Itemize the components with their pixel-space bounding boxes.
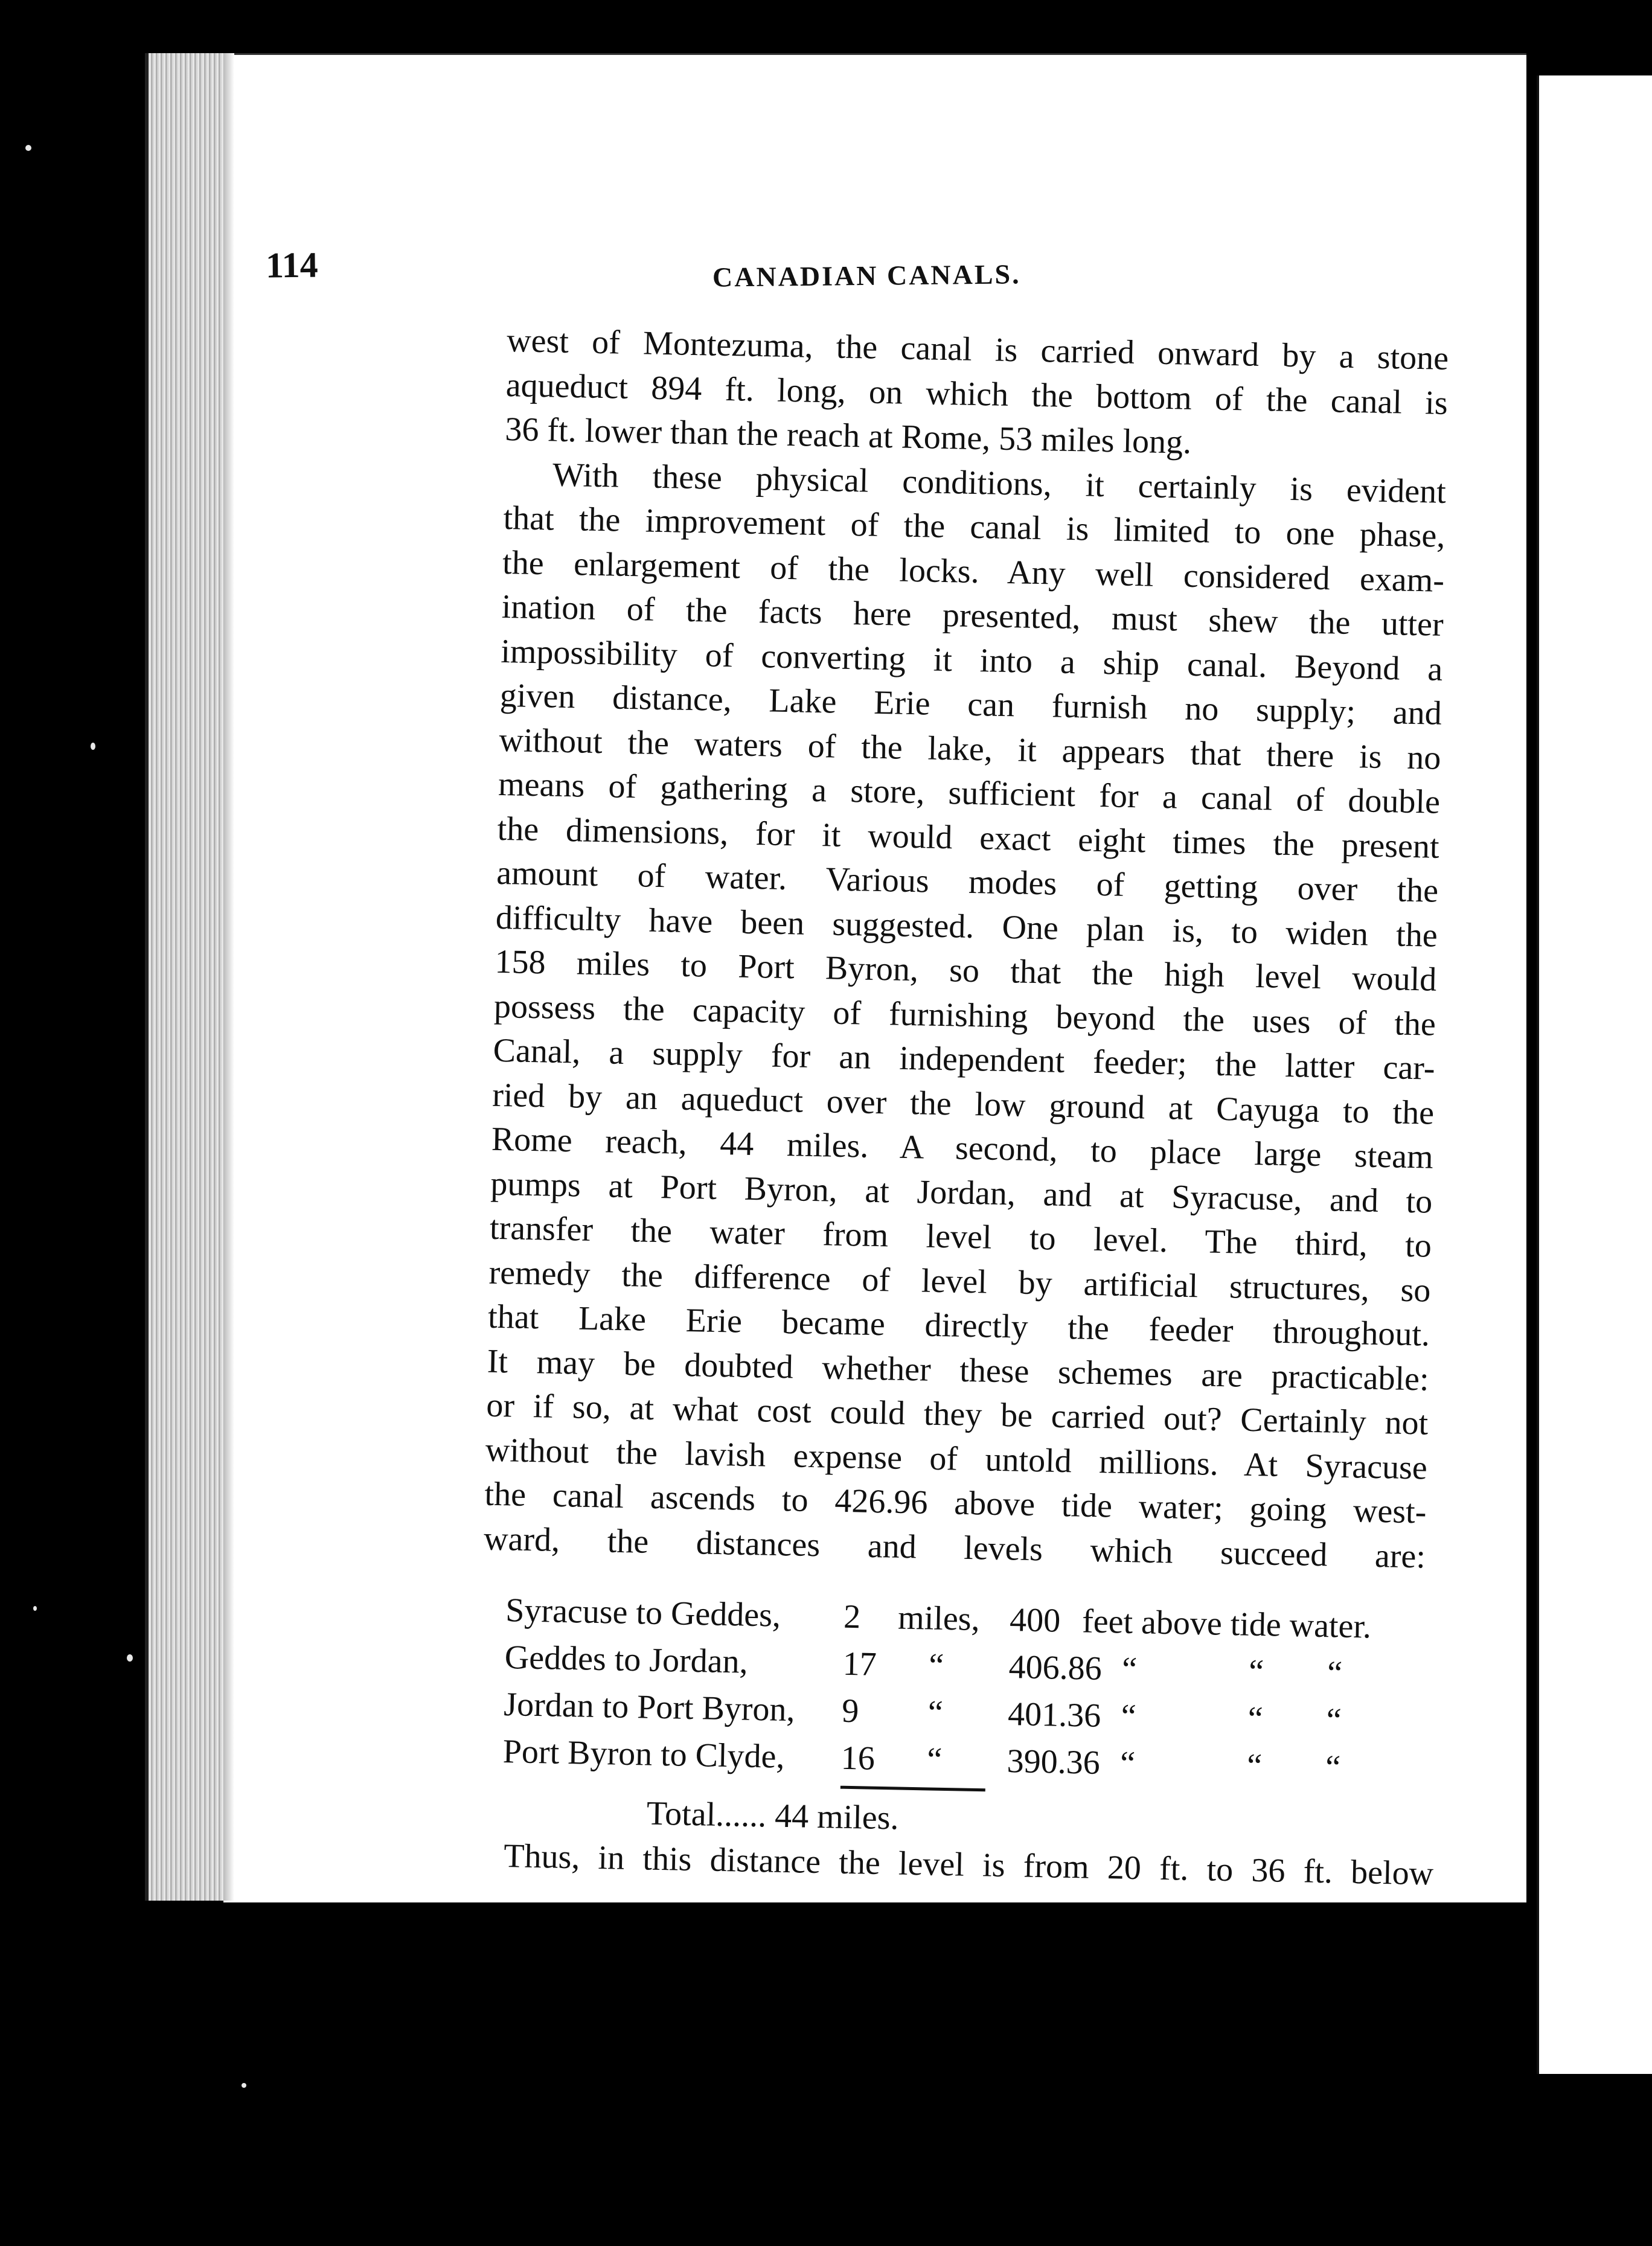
miles-cell: 16 [840,1739,876,1777]
ditto-mark: “ [1246,1747,1263,1785]
feet-cell: 400 [1009,1601,1061,1640]
text-line: transfer the water from level to level. The third, to [489,1209,1432,1265]
ditto-mark: “ [1247,1700,1264,1738]
miles-cell: 17 [842,1645,877,1683]
route-cell: Jordan to Port Byron, [503,1685,796,1729]
feet-cell: 401.36 [1007,1695,1101,1735]
miles-cell: 9 [841,1692,859,1730]
scan-speck [33,1606,37,1611]
scan-speck [91,743,95,750]
text-line: pumps at Port Byron, at Jordan, and at Syracuse, and to [490,1165,1433,1221]
scan-speck [127,1654,133,1662]
route-cell: Geddes to Jordan, [504,1638,749,1681]
scan-speck [25,145,31,151]
text-line: 158 miles to Port Byron, so that the high level would [494,942,1437,999]
route-cell: Port Byron to Clyde, [502,1732,786,1776]
ditto-mark: “ [1121,1650,1138,1689]
ditto-mark: “ [1248,1653,1264,1691]
text-line: ried by an aqueduct over the low ground at Cayuga to the [491,1076,1435,1132]
text-line: Canal, a supply for an independent feeder; the latter car- [493,1031,1436,1087]
text-line: without the waters of the lake, it appears that there is no [499,721,1441,777]
total-row [646,1794,899,1838]
ditto-mark: “ [1119,1744,1136,1783]
route-cell: Syracuse to Geddes, [505,1591,781,1634]
text-line: 36 ft. lower than the reach at Rome, 53 miles long. [504,410,1192,461]
text-line: aqueduct 894 ft. long, on which the bottom of the canal is [505,366,1449,422]
feet-cell: 406.86 [1008,1648,1103,1688]
text-line: west of Montezuma, the canal is carried onward by a stone [506,321,1449,377]
level-note-cell: feet above tide water. [1081,1602,1372,1646]
ditto-mark: “ [928,1646,944,1684]
unit-cell: miles, [897,1599,981,1639]
scan-speck [242,2083,246,2088]
text-line: the dimensions, for it would exact eight times the present [497,810,1440,866]
page-gutter-shadow [223,53,234,1901]
text-line: means of gathering a store, sufficient for a canal of double [498,765,1441,821]
text-line: or if so, at what cost could they be carried out? Certainly not [485,1386,1429,1442]
text-line: given distance, Lake Erie can furnish no supply; and [499,676,1442,732]
text-line: difficulty have been suggested. One plan is, to widen the [495,898,1438,955]
ditto-mark: “ [1325,1748,1341,1787]
adjacent-page [1537,75,1652,2074]
running-title: CANADIAN CANALS. [712,258,1021,293]
text-line: ination of the facts here presented, must shew the utter [501,587,1444,644]
total-value: 44 miles. [774,1797,900,1837]
levels-table [502,1591,1448,1837]
text-line: impossibility of converting it into a ship canal. Beyond a [500,632,1443,688]
text-line: that the improvement of the canal is limited to one phase, [503,499,1446,555]
closing-text-line: Thus, in this distance the level is from 20 ft. to 36 ft. below [503,1837,1434,1893]
text-line: the canal ascends to 426.96 above tide water; going west- [484,1475,1427,1531]
feet-cell: 390.36 [1007,1742,1101,1782]
text-line: ward, the distances and levels which succeed are: [483,1520,1426,1576]
text-line: without the lavish expense of untold millions. At Syracuse [485,1431,1428,1487]
text-line: that Lake Erie became directly the feeder throughout. [487,1297,1430,1354]
body-text [483,319,1449,1579]
text-line: amount of water. Various modes of getting over the [496,854,1439,910]
page-number: 114 [265,245,319,286]
text-line: remedy the difference of level by artificial structures, so [488,1253,1431,1310]
ditto-mark: “ [1326,1701,1342,1739]
text-line: With these physical conditions, it certainly is evident [552,455,1447,511]
text-line: Rome reach, 44 miles. A second, to place large steam [491,1120,1434,1176]
text-line: possess the capacity of furnishing beyond the uses of the [493,987,1436,1043]
ditto-mark: “ [926,1741,943,1779]
ditto-mark: “ [1121,1697,1137,1736]
text-line: It may be doubted whether these schemes are practicable: [487,1342,1430,1398]
ditto-mark: “ [927,1694,944,1732]
text-line: the enlargement of the locks. Any well considered exam- [502,543,1445,600]
book-page-edge [145,53,227,1901]
miles-cell: 2 [843,1598,861,1636]
total-label: Total...... [646,1794,767,1835]
ditto-mark: “ [1327,1654,1343,1692]
